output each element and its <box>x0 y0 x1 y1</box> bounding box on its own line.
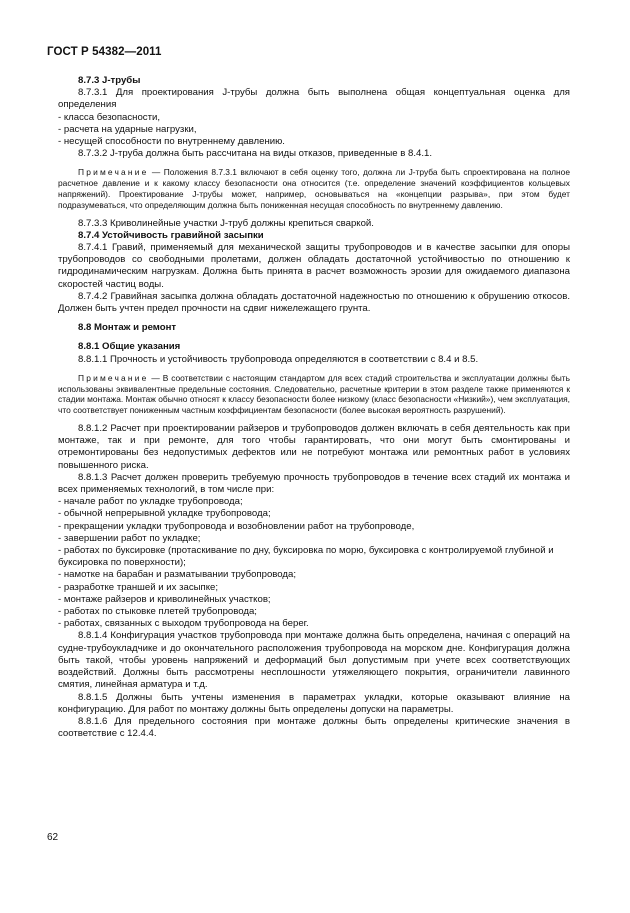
list-item: - обычной непрерывной укладке трубопровода; <box>58 508 271 520</box>
paragraph: 8.7.3.3 Криволинейные участки J-труб должны крепиться сваркой. <box>78 217 374 229</box>
list-item: - расчета на ударные нагрузки, <box>58 123 197 135</box>
list-item: - монтаже райзеров и криволинейных участков; <box>58 593 271 605</box>
list-item: - завершении работ по укладке; <box>58 532 201 544</box>
list-item: - класса безопасности, <box>58 111 161 123</box>
list-item: - прекращении укладки трубопровода и возобновлении работ на трубопроводе, <box>58 520 415 532</box>
paragraph: 8.8.1.2 Расчет при проектировании райзеров и трубопроводов должен включать в себя деятельность как при монтаже, так и при ремонте, для того чтобы гарантировать, что они могут быть смонтированы и отремонтированы без недопустимых дефектов или не потребуют монтажа или ремонтных работ в условиях повышенного риска. <box>58 423 570 471</box>
list-item: - намотке на барабан и разматывании трубопровода; <box>58 569 297 581</box>
paragraph: 8.8.1.3 Расчет должен проверить требуемую прочность трубопроводов в течение всех стадий их монтажа и всех применяемых технологий, в том числе при: <box>58 471 570 496</box>
paragraph: 8.7.4.1 Гравий, применяемый для механической защиты трубопроводов и в качестве засыпки для опоры трубопроводов со свободными пролетами, должен обладать достаточной устойчивостью по отношению к гидродинамическим нагрузкам. Должна быть принята в расчет возможность эрозии для ожидаемого диапазона скоростей частиц воды. <box>58 242 570 290</box>
note-label: Примечание <box>78 372 149 383</box>
spacer <box>58 334 570 341</box>
note-label: Примечание <box>78 167 149 178</box>
paragraph: 8.8.1.1 Прочность и устойчивость трубопровода определяются в соответствии с 8.4 и 8.5. <box>78 353 479 365</box>
note-text: — В соответствии с настоящим стандартом для всех стадий строительства и эксплуатации должны быть использованы эквивалентные предельные состояния. Следовательно, расчетные критерии в этом разделе также применяются к стадии монтажа. Монтаж обычно относят к классу безопасности более низкому (класс безопасности «Низкий»), чем эксплуатация, что соответствует пониженным частным коэффициентам безопасности (более высокая вероятность разрушений). <box>58 372 570 416</box>
paragraph: 8.8.1.5 Должны быть учтены изменения в параметрах укладки, которые оказывают влияние на конфигурацию. Для работ по монтажу должны быть определены допуски на параметры. <box>58 691 570 715</box>
paragraph: 8.7.3.1 Для проектирования J-трубы должна быть выполнена общая концептуальная оценка для определения <box>58 87 570 111</box>
list-item: - начале работ по укладке трубопровода; <box>58 496 243 508</box>
spacer <box>58 160 570 167</box>
paragraph: 8.7.4.2 Гравийная засыпка должна обладать достаточной надежностью по отношению к обрушению откосов. Должен быть учтен предел прочности на сдвиг нижележащего грунта. <box>58 290 570 315</box>
spacer <box>58 416 570 423</box>
list-item: - работах, связанных с выходом трубопровода на берег. <box>58 618 309 630</box>
spacer <box>58 366 570 373</box>
page-number: 62 <box>47 832 59 843</box>
list-item: - работах по буксировке (протаскивание по дну, буксировка по морю, буксировка с контролируемой глубиной и буксировка по поверхности); <box>58 545 554 569</box>
note-paragraph <box>58 167 570 210</box>
section-heading: 8.7.3 J-трубы <box>78 75 141 86</box>
paragraph: 8.8.1.4 Конфигурация участков трубопровода при монтаже должна быть определена, начиная с операций на судне-трубоукладчике и до окончательного расположения трубопровода на морском дне. Конфигурация должна быть такой, чтобы уровень напряжений и деформаций был допустимым при учете всех соответствующих воздействий. Должны быть рассмотрены несплошности утяжеляющего покрытия, ограничители лавинного смятия, линейная арматура и т.д. <box>58 630 570 691</box>
list-item: - разработке траншей и их засыпке; <box>58 581 219 593</box>
document-body <box>58 75 570 740</box>
section-heading: 8.8.1 Общие указания <box>78 341 181 353</box>
note-text: — Положения 8.7.3.1 включают в себя оценку того, должна ли J-труба быть спроектирована на полное расчетное давление и к какому классу безопасности она относится (т.е. определение значений коэффициентов кольцевых напряжений). Проектирование J-трубы может, например, основываться на «концепции разрыва», при этом будет подразумеваться, что определяющим должна быть пониженная несущая способность по внутреннему давлению. <box>58 167 570 210</box>
note-paragraph <box>58 373 570 416</box>
list-item: - работах по стыковке плетей трубопровода; <box>58 606 257 618</box>
spacer <box>58 211 570 218</box>
section-heading: 8.8 Монтаж и ремонт <box>78 322 177 334</box>
paragraph: 8.8.1.6 Для предельного состояния при монтаже должны быть определены критические значения в соответствие с 12.4.4. <box>58 715 570 740</box>
section-heading: 8.7.4 Устойчивость гравийной засыпки <box>78 229 264 241</box>
paragraph: 8.7.3.2 J-труба должна быть рассчитана на виды отказов, приведенные в 8.4.1. <box>78 148 433 160</box>
list-item: - несущей способности по внутреннему давлению. <box>58 136 285 148</box>
spacer <box>58 315 570 322</box>
page-header: ГОСТ Р 54382—2011 <box>47 46 162 58</box>
